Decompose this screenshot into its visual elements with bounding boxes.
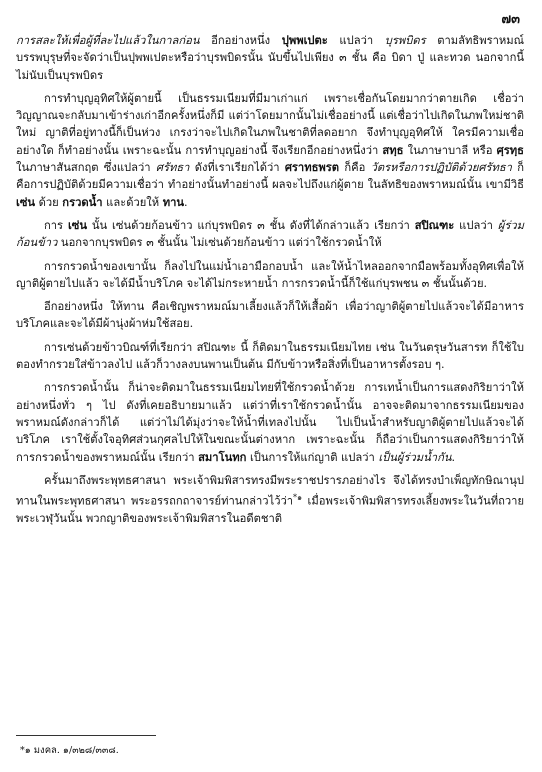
bold-term: สทฺธ xyxy=(382,142,404,157)
text-run: เมื่อพระเจ้าพิมพิสารทรงเลี้ยงพระในวันที่ถวายพระเวฬุวันนั้น พวกญาติของพระเจ้าพิมพิสารในอดีตชาติ xyxy=(16,494,524,526)
paragraph xyxy=(16,90,524,211)
bold-term: เซ่น xyxy=(67,217,88,232)
text-run: . xyxy=(184,195,188,209)
text-run: การกรวดน้ำของเขานั้น ก็ลงไปในแม่น้ำเอามือกอบน้ำ และให้น้ำไหลออกจากมือพร้อมทั้งอุทิศเพื่อให้ญาติผู้ตายไปแล้ว จะได้มีน้ำบริโภค จะได้ไม่กระหายน้ำ การกรวดน้ำนี้ก็ใช้แก่บุรพชน ๓ ชั้นนั้นด้วย. xyxy=(16,259,524,290)
bold-term: ปุพพเปตะ xyxy=(281,33,328,47)
italic-text: บุรพบิดร xyxy=(384,34,426,47)
text-run: การเซ่นด้วยข้าวบิณฑ์ที่เรียกว่า สปิณฑะ นี้ ก็ติดมาในธรรมเนียมไทย เช่น ในวันตรุษวันสารท ก็ใช้ใบตองทำกรวยใส่ข้าวลงไป แล้วก็วางลงบนพานเป็นต้น มีกับข้าวหรือสิ่งที่เป็นอาหารตั้งรอบ ๆ. xyxy=(16,340,524,372)
bold-term: เซ่น xyxy=(16,194,36,209)
paragraph xyxy=(16,217,524,252)
text-run: การ xyxy=(44,218,68,232)
text-run: นอกจากบุรพบิดร ๓ ชั้นนั้น ไม่เซ่นด้วยก้อนข้าว แต่ว่าใช้กรวดน้ำให้ xyxy=(57,236,382,250)
footnote-ref: *๑ xyxy=(293,493,303,503)
footnote-divider xyxy=(16,735,156,736)
italic-text: ศรัทธา xyxy=(155,161,190,175)
bold-term: ศราทธพรต xyxy=(284,160,340,175)
bold-term: ศฺรทฺธ xyxy=(496,142,524,157)
text-run: การกรวดน้ำนั้น ก็น่าจะติดมาในธรรมเนียมไทยที่ใช้กรวดน้ำด้วย การเทน้ำเป็นการแสดงกิริยาว่าให้อย่างหนึ่งทั่ว ๆ ไป ดังที่เคยอธิบายมาแล้ว แต่ว่าที่เราใช้กรวดน้ำนั้น อาจจะติดมาจากธรรมเนียมของพราหมณ์ดังกล่าวก็ได้ แต่ว่าไม่ได้มุ่งว่าจะให้น้ำที่เทลงไปนั้น ไปเป็นน้ำสำหรับญาติผู้ตายไปแล้วจะได้บริโภค เราใช้ตั้งใจอุทิศส่วนกุศลไปให้ในขณะนั้นต่างหาก เพราะฉะนั้น ก็ถือว่าเป็นการแสดงกิริยาว่าให้ การกรวดน้ำของพราหมณ์นั้น เรียกว่า xyxy=(16,381,524,464)
page-number: ๗๓ xyxy=(501,12,520,27)
text-run: แปลว่า xyxy=(454,218,498,232)
text-run: ก็คือ xyxy=(339,161,371,175)
italic-text: วัตรหรือการปฏิบัติด้วยศรัทธา xyxy=(370,161,512,175)
italic-text: การสละให้เพื่อผู้ที่ละไปแล้วในกาลก่อน xyxy=(16,34,200,47)
paragraph xyxy=(16,339,524,374)
text-run: แปลว่า xyxy=(327,34,385,47)
italic-text: ผู้ร่วมก้อนข้าว xyxy=(16,218,524,250)
paragraph xyxy=(16,32,524,84)
body-text xyxy=(16,32,524,533)
text-run: ตามลัทธิพราหมณ์ บรรพบุรุษที่จะจัดว่าเป็นปุพพเปตะหรือว่าบุรพบิดรนั้น นับขึ้นไปเพียง ๓ ชั้น คือ บิดา ปู่ และทวด นอกจากนี้ไม่นับเป็นบุรพบิดร xyxy=(16,34,524,82)
text-run: ในภาษาสันสกฤต ซึ่งแปลว่า xyxy=(16,161,156,175)
text-run: และด้วยให้ xyxy=(102,195,163,209)
text-run: ด้วย xyxy=(35,195,63,209)
bold-term: สปิณฑะ xyxy=(414,217,455,232)
bold-term: สมาโนทก xyxy=(198,449,247,464)
text-run: . xyxy=(451,450,456,464)
text-run: ก็คือการปฏิบัติด้วยมีความเชื่อว่า ทำอย่างนั้นทำอย่างนี้ ผลจะไปถึงแก่ผู้ตาย ในลัทธิของพราหมณ์นั้น เขามีวิธี xyxy=(16,161,524,192)
paragraph xyxy=(16,472,524,528)
paragraph xyxy=(16,298,524,333)
text-run: ในภาษาบาลี หรือ xyxy=(403,143,497,157)
footnote: *๑ มงคล. ๑/๓๒๘/๓๓๘. xyxy=(20,745,119,756)
text-run: ครั้นมาถึงพระพุทธศาสนา พระเจ้าพิมพิสารทรงมีพระราชปรารภอย่างไร จึงได้ทรงบำเพ็ญทักษิณานุปทานในพระพุทธศาสนา พระอรรถกถาจารย์ท่านกล่าวไว้ว่า xyxy=(16,473,524,508)
paragraph xyxy=(16,258,524,293)
paragraph xyxy=(16,379,524,465)
text-run: นั้น เซ่นด้วยก้อนข้าว แก่บุรพบิดร ๓ ชั้น ดังที่ได้กล่าวแล้ว เรียกว่า xyxy=(87,218,415,232)
text-run: อีกอย่างหนึ่ง xyxy=(199,34,282,47)
text-run: อีกอย่างหนึ่ง ให้ทาน คือเชิญพราหมณ์มาเลี้ยงแล้วก็ให้เสื้อผ้า เพื่อว่าญาติผู้ตายไปแล้วจะได้มีอาหารบริโภคและจะได้มีผ้านุ่งผ้าห่มใช้สอย. xyxy=(16,300,524,331)
text-run: ดังที่เราเรียกได้ว่า xyxy=(189,161,285,175)
text-run: เป็นการให้แก่ญาติ แปลว่า xyxy=(246,450,379,464)
text-run: การทำบุญอุทิศให้ผู้ตายนี้ เป็นธรรมเนียมที่มีมาเก่าแก่ เพราะเชื่อกันโดยมากว่าตายเกิด เชื่อว่าวิญญาณจะกลับมาเข้าร่างเก่าอีกครั้งหนึ่งก็มี แต่ว่าโดยมากนั้นไม่เชื่ออย่างนี้ แต่เชื่อว่าไปเกิดในภพใหม่ชาติใหม่ ญาติที่อยู่ทางนี้ก็เป็นห่วง เกรงว่าจะไปเกิดในภพในชาติที่ลดอยาก จึงทำบุญอุทิศให้ ใครมีความเชื่ออย่างใด ก็ทำอย่างนั้น เพราะฉะนั้น การทำบุญอย่างนี้ จึงเรียกอีกอย่างหนึ่งว่า xyxy=(16,91,524,157)
italic-text: เป็นผู้ร่วมน้ำกัน xyxy=(378,450,452,464)
bold-term: กรวดน้ำ xyxy=(62,194,103,209)
bold-term: ทาน xyxy=(162,194,185,209)
